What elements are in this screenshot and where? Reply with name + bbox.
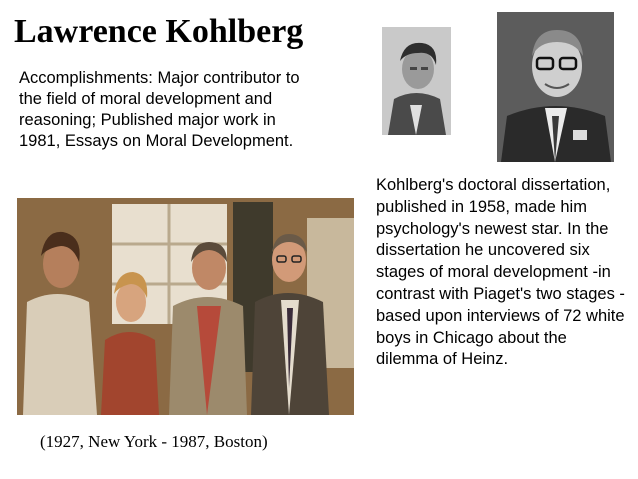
accomplishments-text: Accomplishments: Major contributor to the field of moral development and reasoning; Published major work in 1981, Essays on Moral Development. [19,69,300,150]
slide-title: Lawrence Kohlberg [14,13,304,50]
group-photo [17,198,354,415]
portrait-photo-glasses [497,12,614,162]
life-dates: (1927, New York - 1987, Boston) [40,432,268,451]
portrait-photo-small [382,27,451,135]
dissertation-description: Kohlberg's doctoral dissertation, published in 1958, made him psychology's newest star. In the dissertation he uncovered six stages of moral development -in contrast with Piaget's two stages - based upon interviews of 72 white boys in Chicago about the dilemma of Heinz. [376,176,625,369]
